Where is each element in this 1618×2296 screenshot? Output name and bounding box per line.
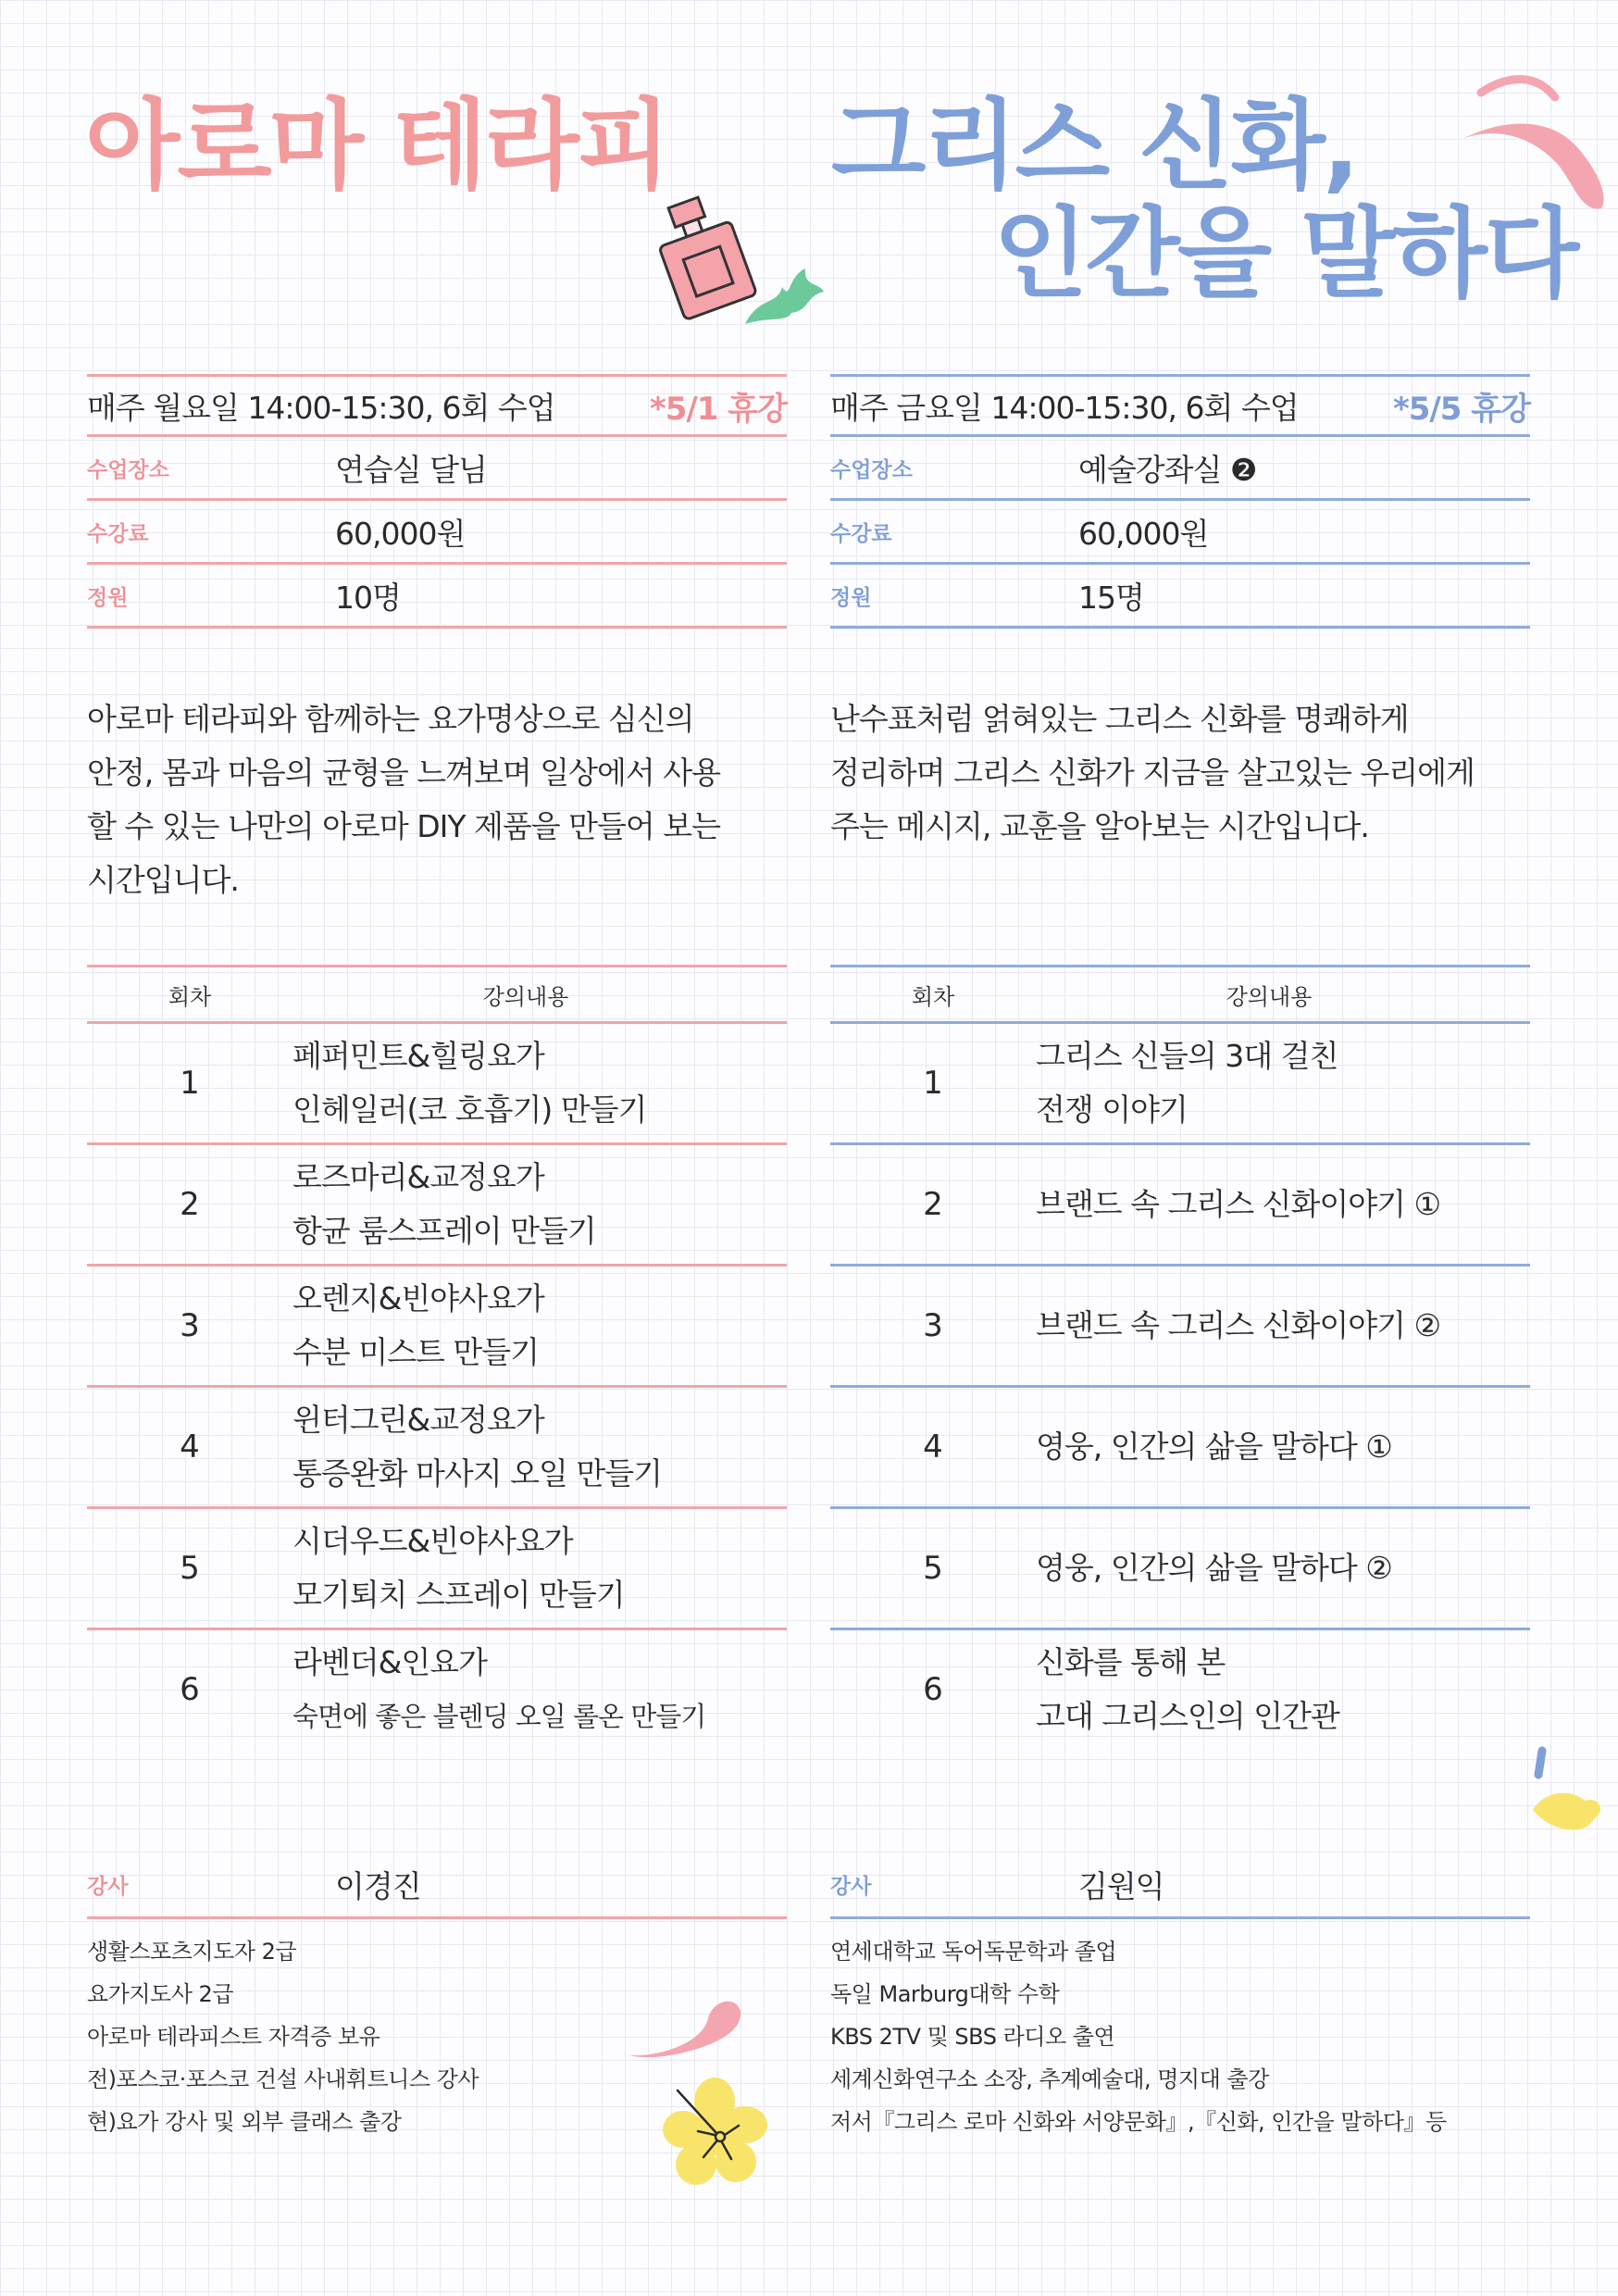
info-label: 수강료 — [87, 521, 149, 546]
lecture-line: 통증완화 마사지 오일 만들기 — [292, 1455, 663, 1491]
aroma-schedule-row — [87, 374, 787, 437]
table-row — [830, 1509, 1530, 1630]
aroma-title: 아로마 테라피 — [85, 89, 669, 203]
session-number: 1 — [923, 1065, 943, 1102]
instructor-bio — [830, 1930, 1530, 2143]
description-line: 할 수 있는 나만의 아로마 DIY 제품을 만들어 보는 — [87, 808, 721, 844]
bio-line: KBS 2TV 및 SBS 라디오 출연 — [830, 2024, 1115, 2050]
myth-title-line1: 그리스 신화, — [831, 89, 1358, 203]
info-label: 정원 — [87, 585, 129, 610]
lecture-line: 페퍼민트&힐링요가 — [292, 1038, 544, 1074]
table-row — [87, 1388, 787, 1509]
aroma-lecture-table — [87, 965, 787, 1749]
lecture-line: 브랜드 속 그리스 신화이야기 ② — [1036, 1307, 1441, 1343]
table-row — [830, 1024, 1530, 1145]
instructor-name: 이경진 — [335, 1867, 421, 1904]
session-number: 4 — [180, 1429, 200, 1466]
myth-title-line2: 인간을 말하다 — [993, 197, 1577, 311]
header-session: 회차 — [911, 983, 955, 1010]
description-line: 정리하며 그리스 신화가 지금을 살고있는 우리에게 — [830, 755, 1475, 791]
myth-info-row — [830, 437, 1530, 501]
header-content: 강의내용 — [482, 983, 569, 1010]
header-session: 회차 — [168, 983, 212, 1010]
lecture-line: 라벤더&인요가 — [292, 1644, 488, 1680]
lecture-line: 신화를 통해 본 — [1036, 1644, 1226, 1680]
lecture-line: 로즈마리&교정요가 — [292, 1159, 544, 1195]
myth-info-row — [830, 565, 1530, 629]
info-value: 10명 — [335, 579, 401, 616]
info-value: 15명 — [1078, 579, 1144, 616]
session-number: 2 — [923, 1186, 943, 1223]
table-header — [87, 965, 787, 1024]
lecture-line: 브랜드 속 그리스 신화이야기 ① — [1036, 1186, 1441, 1222]
session-number: 1 — [180, 1065, 200, 1102]
lecture-line: 그리스 신들의 3대 걸친 — [1036, 1038, 1338, 1074]
lecture-line: 전쟁 이야기 — [1036, 1092, 1188, 1128]
info-label: 수강료 — [830, 521, 892, 546]
description-line: 시간입니다. — [87, 862, 239, 898]
aroma-info-row — [87, 565, 787, 629]
table-row — [87, 1630, 787, 1749]
table-row — [87, 1024, 787, 1145]
session-number: 3 — [923, 1307, 943, 1344]
session-number: 4 — [923, 1429, 943, 1466]
bio-line: 세계신화연구소 소장, 추계예술대, 명지대 출강 — [830, 2066, 1269, 2092]
yellow-leaf-icon — [1529, 1782, 1608, 1838]
table-row — [87, 1509, 787, 1630]
yellow-flower-icon — [657, 2074, 773, 2190]
bio-line: 저서『그리스 로마 신화와 서양문화』,『신화, 인간을 말하다』등 — [830, 2109, 1447, 2135]
aroma-holiday-note: *5/1 휴강 — [649, 390, 787, 428]
session-number: 5 — [180, 1550, 200, 1587]
session-number: 5 — [923, 1550, 943, 1587]
description-line: 아로마 테라피와 함께하는 요가명상으로 심신의 — [87, 701, 694, 737]
instructor-row — [830, 1852, 1530, 1919]
lecture-line: 시더우드&빈야사요가 — [292, 1523, 573, 1559]
myth-schedule-row — [830, 374, 1530, 437]
lecture-line: 숙면에 좋은 블렌딩 오일 롤온 만들기 — [292, 1701, 706, 1732]
bio-line: 현)요가 강사 및 외부 클래스 출강 — [87, 2109, 402, 2135]
info-value: 예술강좌실 ❷ — [1078, 451, 1257, 488]
info-value: 연습실 달님 — [335, 451, 487, 488]
table-row — [830, 1145, 1530, 1267]
lecture-line: 영웅, 인간의 삶을 말하다 ② — [1036, 1550, 1392, 1586]
lecture-line: 영웅, 인간의 삶을 말하다 ① — [1036, 1429, 1392, 1465]
instructor-name: 김원익 — [1078, 1867, 1164, 1904]
table-row — [830, 1388, 1530, 1509]
info-value: 60,000원 — [1078, 515, 1209, 552]
table-row — [87, 1267, 787, 1388]
aroma-description — [87, 693, 787, 907]
table-row — [830, 1267, 1530, 1388]
myth-holiday-note: *5/5 휴강 — [1392, 390, 1530, 428]
lecture-line: 오렌지&빈야사요가 — [292, 1280, 544, 1316]
lecture-line: 윈터그린&교정요가 — [292, 1402, 544, 1438]
myth-lecture-table — [830, 965, 1530, 1749]
myth-schedule: 매주 금요일 14:00-15:30, 6회 수업 — [830, 389, 1299, 426]
info-label: 수업장소 — [830, 457, 913, 482]
aroma-info-row — [87, 437, 787, 501]
bio-line: 아로마 테라피스트 자격증 보유 — [87, 2024, 380, 2050]
pink-brush-stroke-icon — [625, 1990, 745, 2065]
description-line: 안정, 몸과 마음의 균형을 느껴보며 일상에서 사용 — [87, 755, 720, 791]
table-row — [830, 1630, 1530, 1749]
instructor-row — [87, 1852, 787, 1919]
lecture-line: 인헤일러(코 호흡기) 만들기 — [292, 1092, 647, 1128]
aroma-schedule: 매주 월요일 14:00-15:30, 6회 수업 — [87, 389, 555, 426]
lecture-line: 항균 룸스프레이 만들기 — [292, 1213, 596, 1249]
description-line: 난수표처럼 얽혀있는 그리스 신화를 명쾌하게 — [830, 701, 1409, 737]
info-label: 정원 — [830, 585, 872, 610]
table-row — [87, 1145, 787, 1267]
info-label: 수업장소 — [87, 457, 169, 482]
myth-info-row — [830, 501, 1530, 565]
bio-line: 독일 Marburg대학 수학 — [830, 1981, 1060, 2007]
pink-swirl-icon — [1453, 74, 1611, 222]
leaf-icon — [741, 259, 828, 329]
bio-line: 생활스포츠지도자 2급 — [87, 1939, 297, 1965]
bio-line: 전)포스코·포스코 건설 사내휘트니스 강사 — [87, 2066, 479, 2092]
session-number: 2 — [180, 1186, 200, 1223]
session-number: 3 — [180, 1307, 200, 1344]
aroma-info-row — [87, 501, 787, 565]
info-value: 60,000원 — [335, 515, 466, 552]
table-header — [830, 965, 1530, 1024]
session-number: 6 — [923, 1671, 943, 1708]
lecture-line: 고대 그리스인의 인간관 — [1036, 1698, 1339, 1734]
lecture-line: 모기퇴치 스프레이 만들기 — [292, 1577, 625, 1613]
myth-description — [830, 693, 1530, 854]
instructor-label: 강사 — [830, 1874, 872, 1899]
aroma-column — [87, 374, 787, 629]
bio-line: 요가지도사 2급 — [87, 1981, 234, 2007]
myth-instructor — [830, 1852, 1530, 2143]
instructor-label: 강사 — [87, 1874, 129, 1899]
header-content: 강의내용 — [1226, 983, 1313, 1010]
description-line: 주는 메시지, 교훈을 알아보는 시간입니다. — [830, 808, 1369, 844]
lecture-line: 수분 미스트 만들기 — [292, 1334, 540, 1370]
bio-line: 연세대학교 독어독문학과 졸업 — [830, 1939, 1117, 1965]
myth-column — [830, 374, 1530, 629]
session-number: 6 — [180, 1671, 200, 1708]
